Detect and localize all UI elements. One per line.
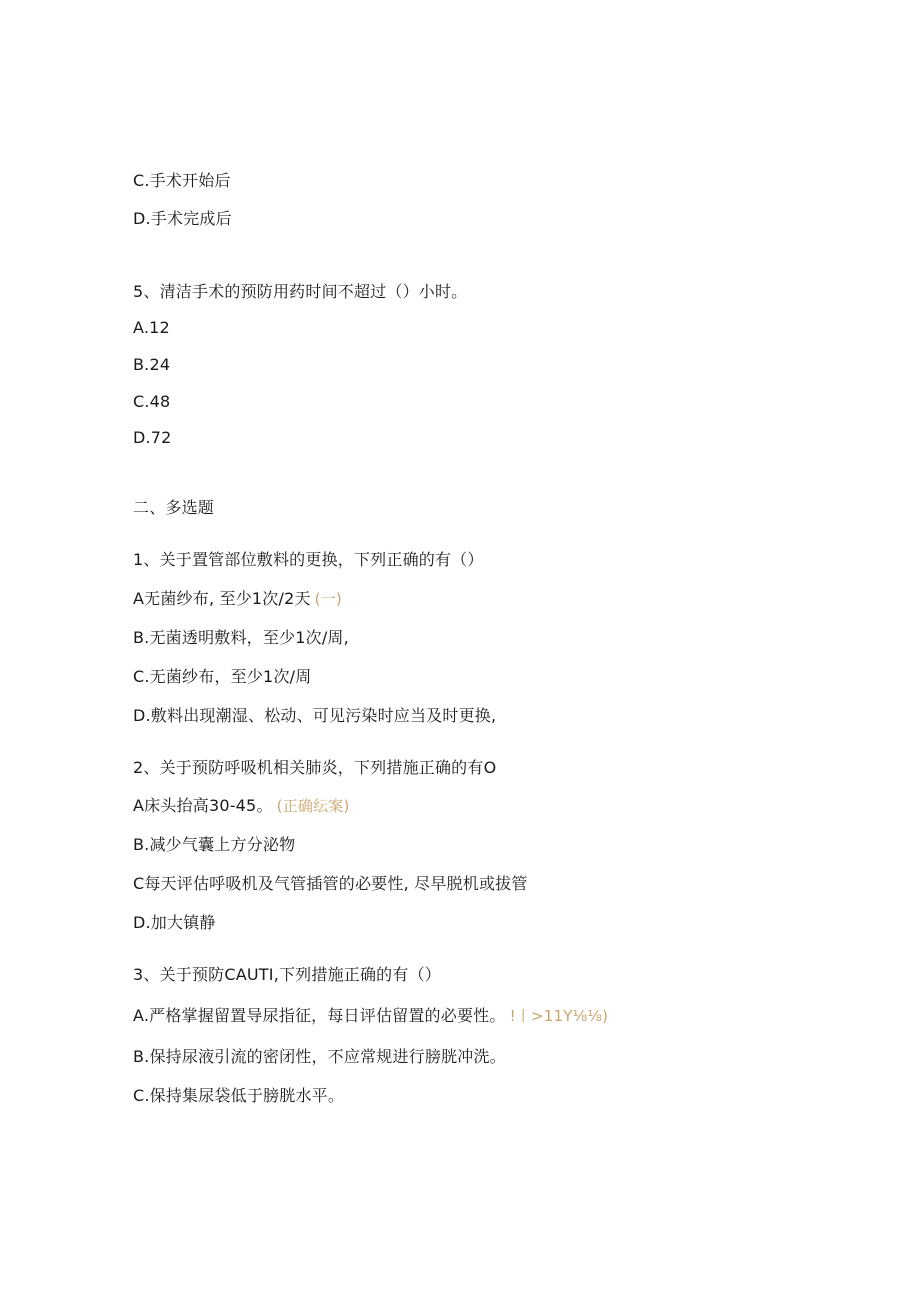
mc-question-2 xyxy=(133,758,496,778)
option-text: A无菌纱布, 至少1次/2天 xyxy=(133,589,311,608)
answer-annotation: (正确纭案) xyxy=(276,797,350,815)
section-title: 二、多选题 xyxy=(133,498,215,517)
option-text: B.24 xyxy=(133,355,171,374)
mc-question-3 xyxy=(133,965,441,985)
mc2-option-b xyxy=(133,835,295,855)
mc1-option-b xyxy=(133,628,349,648)
option-text: C每天评估呼吸机及气管插管的必要性, 尽早脱机或拔管 xyxy=(133,874,528,893)
option-text: B.减少气囊上方分泌物 xyxy=(133,835,296,854)
answer-annotation: !丨>11Y⅛⅛) xyxy=(509,1007,609,1025)
mc3-option-a xyxy=(133,1006,608,1026)
option-text: B.保持尿液引流的密闭性，不应常规进行膀胱冲洗。 xyxy=(133,1047,506,1066)
option-text: D.加大镇静 xyxy=(133,913,216,932)
option-text: D.72 xyxy=(133,428,172,447)
option-text: A.12 xyxy=(133,318,170,337)
option-text: D.手术完成后 xyxy=(133,209,232,228)
mc3-option-c xyxy=(133,1086,344,1106)
section-heading-multiple-choice xyxy=(133,498,214,518)
option-text: A.严格掌握留置导尿指征，每日评估留置的必要性。 xyxy=(133,1006,506,1025)
option-text: B.无菌透明敷料，至少1次/周, xyxy=(133,628,349,647)
option-text: C.无菌纱布，至少1次/周 xyxy=(133,667,312,686)
option-d-q5 xyxy=(133,428,172,448)
option-text: A床头抬高30-45。 xyxy=(133,796,273,815)
option-d-q4 xyxy=(133,209,232,229)
option-text: D.敷料出现潮湿、松动、可见污染时应当及时更换, xyxy=(133,706,497,725)
mc1-option-c xyxy=(133,667,311,687)
mc1-option-a xyxy=(133,589,342,609)
option-c-q4 xyxy=(133,171,231,191)
option-a-q5 xyxy=(133,318,170,338)
option-b-q5 xyxy=(133,355,170,375)
answer-annotation: (一) xyxy=(314,590,342,608)
question-5 xyxy=(133,282,467,302)
option-c-q5 xyxy=(133,392,170,412)
option-text: C.保持集尿袋低于膀胱水平。 xyxy=(133,1086,345,1105)
mc1-option-d xyxy=(133,706,496,726)
mc3-option-b xyxy=(133,1047,506,1067)
question-text: 5、清洁手术的预防用药时间不超过（）小时。 xyxy=(133,282,468,301)
option-text: C.48 xyxy=(133,392,171,411)
question-text: 1、关于置管部位敷料的更换，下列正确的有（） xyxy=(133,550,484,569)
mc2-option-a xyxy=(133,796,350,816)
mc2-option-c xyxy=(133,874,528,894)
mc2-option-d xyxy=(133,913,216,933)
question-text: 2、关于预防呼吸机相关肺炎，下列措施正确的有O xyxy=(133,758,497,777)
question-text: 3、关于预防CAUTI,下列措施正确的有（） xyxy=(133,965,441,984)
option-text: C.手术开始后 xyxy=(133,171,231,190)
mc-question-1 xyxy=(133,550,484,570)
